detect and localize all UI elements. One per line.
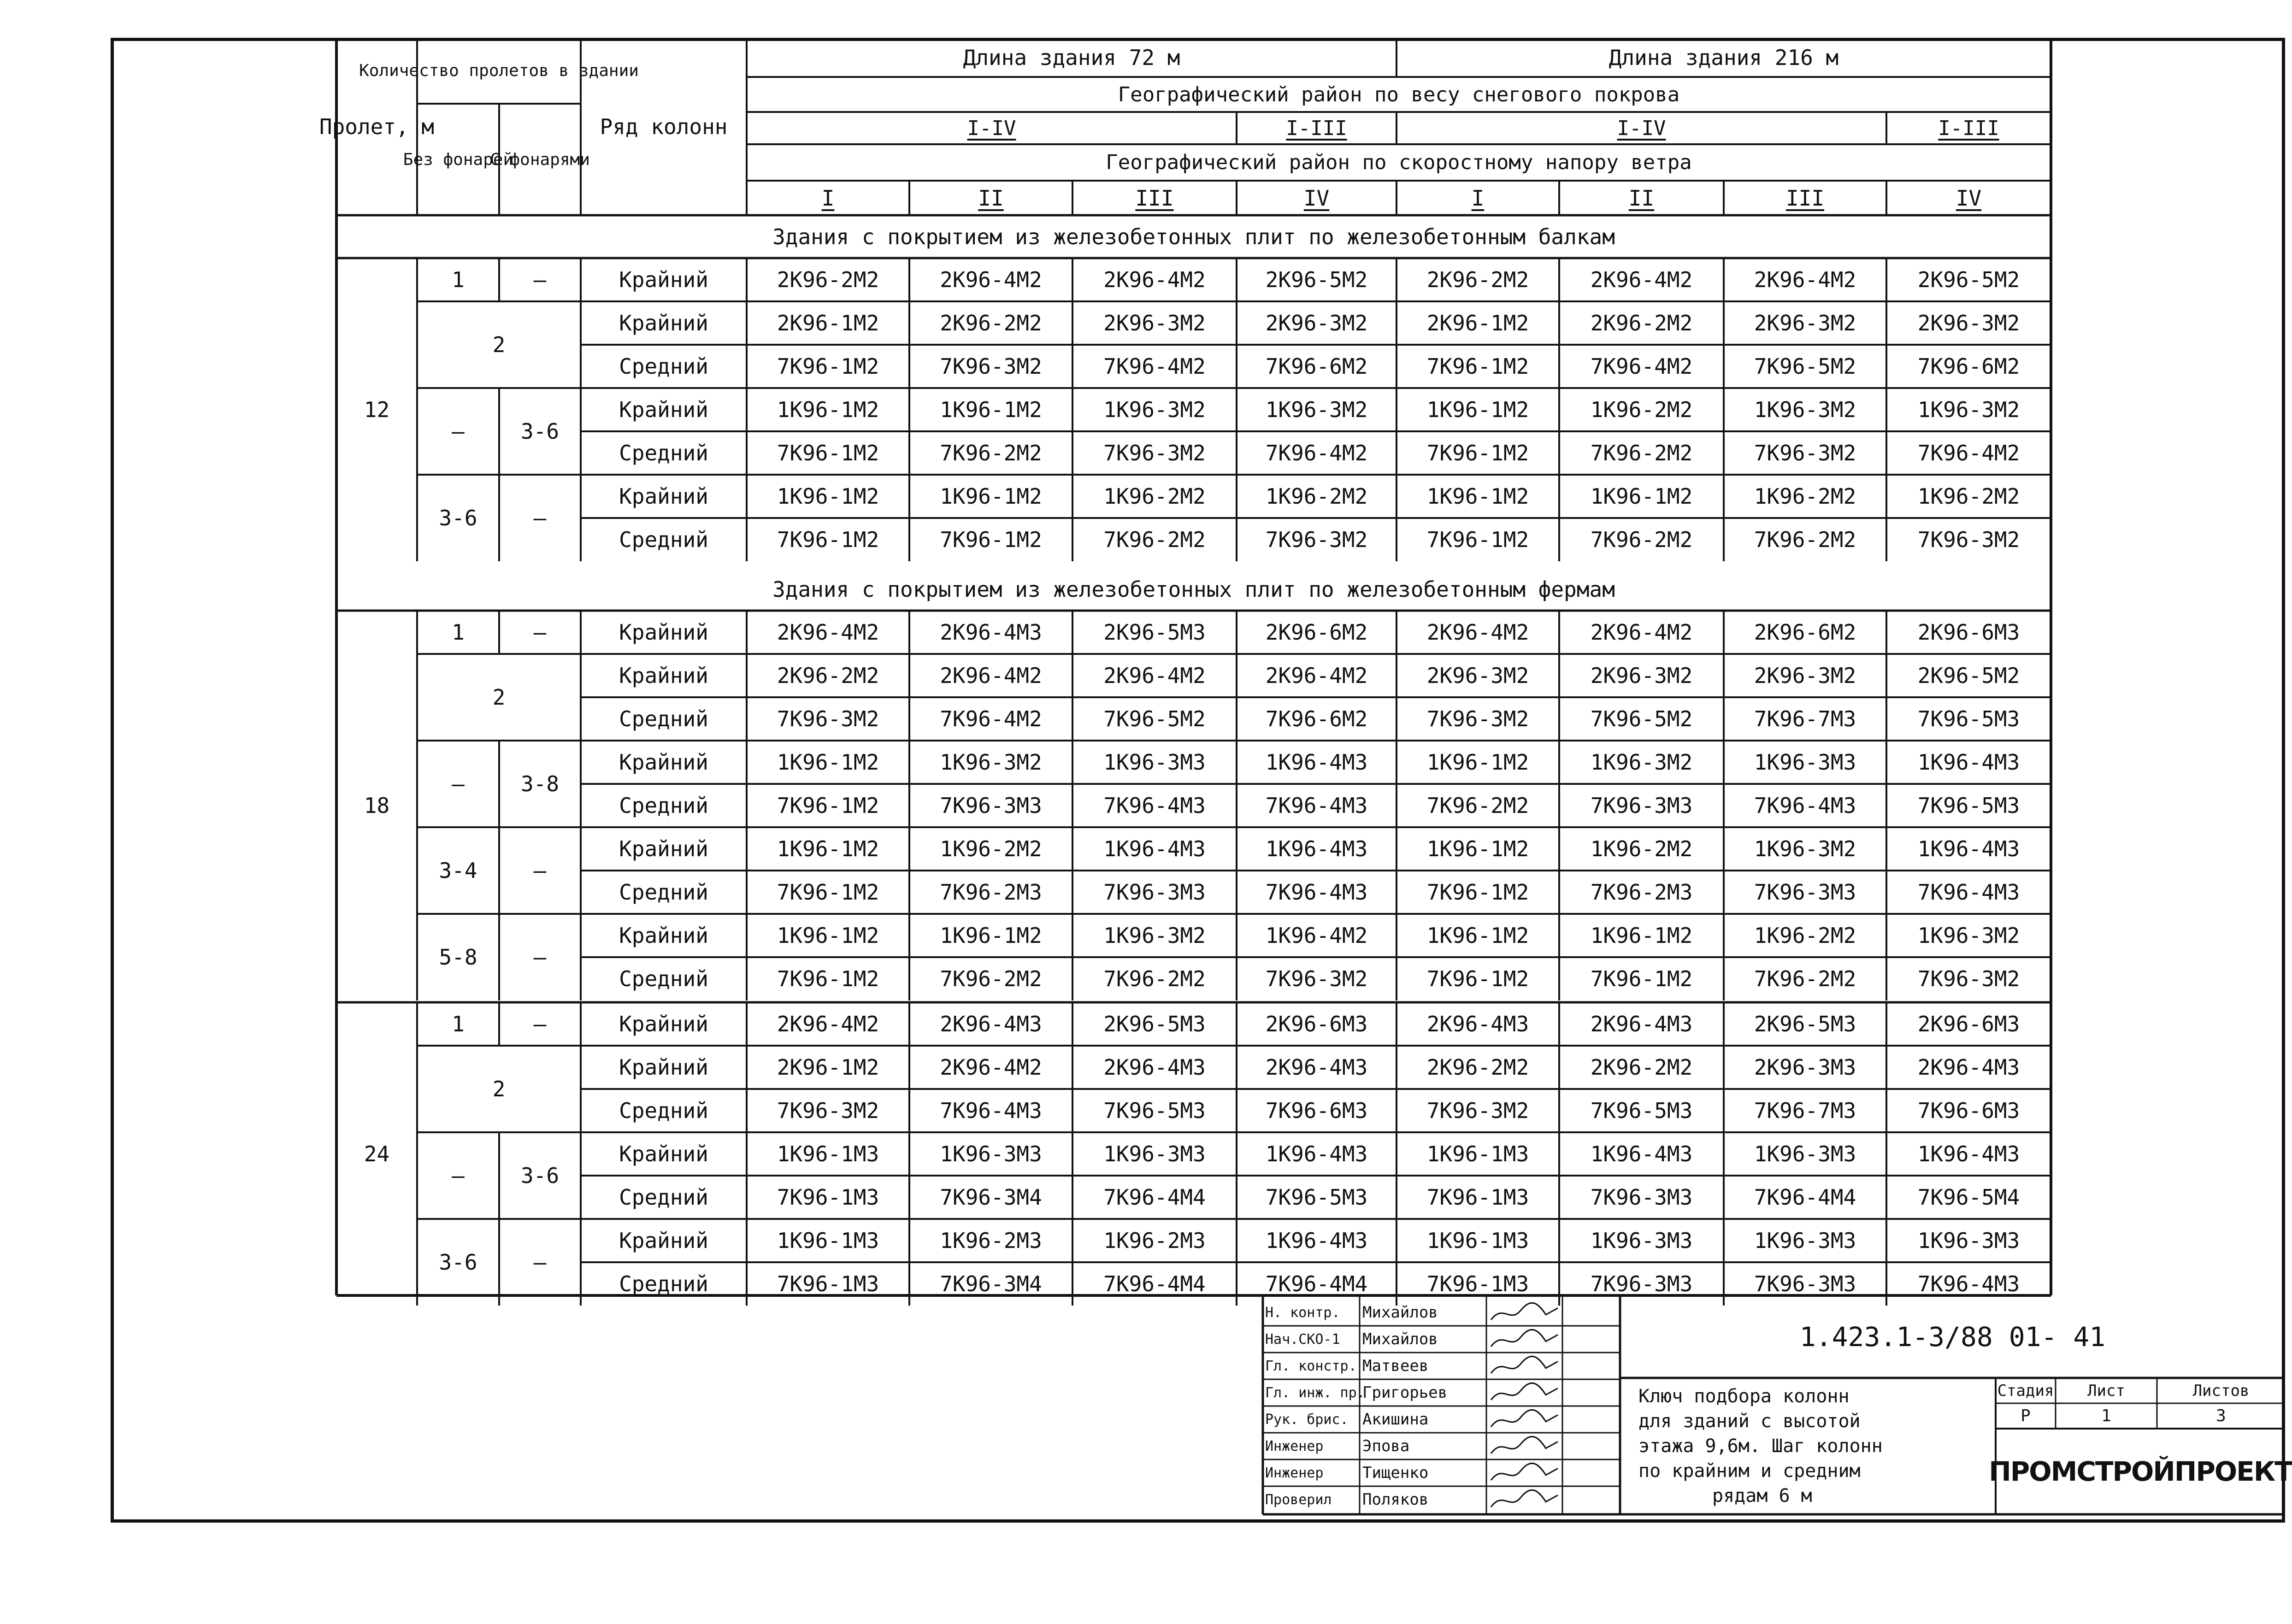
stamp-name: Михайлов bbox=[1362, 1303, 1438, 1322]
column-mark-cell: 2К96-4М3 bbox=[1917, 1055, 2020, 1080]
snow-region-i-iv: I-IV bbox=[967, 116, 1016, 140]
column-mark-cell: 2К96-5М2 bbox=[1917, 267, 2020, 292]
row-type-label: Средний bbox=[619, 1098, 708, 1123]
row-type-label: Крайний bbox=[619, 1228, 708, 1253]
with-lanterns-value: 3-6 bbox=[520, 1163, 560, 1188]
column-mark-cell: 2К96-2М2 bbox=[1590, 311, 1693, 335]
column-mark-cell: 7К96-3М2 bbox=[1917, 966, 2020, 991]
section-title: Здания с покрытием из железобетонных плит по железобетонным балкам bbox=[772, 224, 1615, 249]
column-mark-cell: 1К96-4М3 bbox=[1265, 836, 1368, 861]
column-mark-cell: 1К96-3М3 bbox=[1754, 1142, 1856, 1166]
column-mark-cell: 2К96-2М2 bbox=[777, 663, 879, 688]
wind-region-col: II bbox=[978, 185, 1004, 211]
row-type-label: Средний bbox=[619, 793, 708, 818]
column-mark-cell: 7К96-2М2 bbox=[940, 966, 1042, 991]
column-mark-cell: 2К96-1М2 bbox=[777, 311, 879, 335]
span-count-value: 2 bbox=[492, 332, 506, 357]
column-mark-cell: 1К96-3М2 bbox=[1265, 397, 1368, 422]
snow-region-i-iii: I-III bbox=[1286, 116, 1347, 140]
signature-icon bbox=[1489, 1462, 1560, 1484]
no-lanterns-value: 5-8 bbox=[439, 945, 477, 970]
column-mark-cell: 7К96-6М2 bbox=[1265, 706, 1368, 731]
column-mark-cell: 1К96-1М2 bbox=[777, 923, 879, 948]
snow-region-header: Географический район по весу снегового покрова bbox=[1118, 82, 1680, 106]
sheets-label: Листов bbox=[2192, 1381, 2250, 1400]
column-mark-cell: 1К96-3М3 bbox=[1754, 750, 1856, 775]
column-mark-cell: 7К96-4М4 bbox=[1103, 1185, 1206, 1210]
column-mark-cell: 1К96-4М2 bbox=[1265, 923, 1368, 948]
column-mark-cell: 1К96-4М3 bbox=[1917, 836, 2020, 861]
row-type-label: Крайний bbox=[619, 311, 708, 335]
column-mark-cell: 1К96-1М3 bbox=[777, 1228, 879, 1253]
column-row-header: Ряд колонн bbox=[600, 114, 728, 139]
row-type-label: Средний bbox=[619, 966, 708, 991]
column-mark-cell: 1К96-4М3 bbox=[1265, 1228, 1368, 1253]
row-type-label: Крайний bbox=[619, 923, 708, 948]
wind-region-col: II bbox=[1628, 185, 1655, 211]
column-mark-cell: 7К96-3М4 bbox=[940, 1271, 1042, 1296]
with-lanterns-value: 3-8 bbox=[520, 771, 560, 796]
row-type-label: Крайний bbox=[619, 1055, 708, 1080]
column-mark-cell: 7К96-1М2 bbox=[1426, 354, 1529, 379]
drawing-title-line: для зданий с высотой bbox=[1638, 1411, 1861, 1432]
column-mark-cell: 7К96-2М2 bbox=[1426, 793, 1529, 818]
column-mark-cell: 1К96-2М2 bbox=[1754, 923, 1856, 948]
column-mark-cell: 1К96-1М2 bbox=[940, 484, 1042, 509]
span-value: 12 bbox=[364, 397, 390, 422]
span-count-value: 2 bbox=[492, 1077, 506, 1101]
column-mark-cell: 7К96-2М3 bbox=[1590, 880, 1693, 905]
stamp-name: Матвеев bbox=[1362, 1357, 1429, 1375]
column-mark-cell: 1К96-1М2 bbox=[777, 484, 879, 509]
column-mark-cell: 1К96-4М3 bbox=[1917, 750, 2020, 775]
column-mark-cell: 7К96-5М4 bbox=[1917, 1185, 2020, 1210]
column-mark-cell: 1К96-3М3 bbox=[1590, 1228, 1693, 1253]
column-mark-cell: 1К96-1М2 bbox=[1590, 923, 1693, 948]
snow-region-i-iv: I-IV bbox=[1617, 116, 1666, 140]
column-mark-cell: 7К96-6М2 bbox=[1917, 354, 2020, 379]
stage-label: Стадия bbox=[1997, 1381, 2054, 1400]
no-lanterns-value: — bbox=[452, 1163, 465, 1188]
stage-value: Р bbox=[2021, 1406, 2031, 1425]
column-mark-cell: 7К96-4М2 bbox=[1103, 354, 1206, 379]
row-type-label: Средний bbox=[619, 1271, 708, 1296]
column-mark-cell: 7К96-4М3 bbox=[1265, 793, 1368, 818]
signature-icon bbox=[1489, 1328, 1560, 1350]
stamp-name: Михайлов bbox=[1362, 1330, 1438, 1348]
column-mark-cell: 2К96-4М2 bbox=[1103, 663, 1206, 688]
column-mark-cell: 7К96-1М3 bbox=[777, 1185, 879, 1210]
column-mark-cell: 7К96-5М2 bbox=[1590, 706, 1693, 731]
column-mark-cell: 1К96-1М3 bbox=[1426, 1228, 1529, 1253]
with-lanterns-value: — bbox=[533, 945, 547, 970]
span-column-header: Пролет, м bbox=[319, 114, 435, 139]
column-mark-cell: 1К96-1М2 bbox=[940, 397, 1042, 422]
no-lanterns-value: 3-4 bbox=[439, 858, 477, 883]
column-mark-cell: 7К96-2М2 bbox=[1754, 966, 1856, 991]
column-mark-cell: 2К96-5М3 bbox=[1103, 1012, 1206, 1036]
column-mark-cell: 2К96-4М2 bbox=[1265, 663, 1368, 688]
wind-region-header: Географический район по скоростному напору ветра bbox=[1106, 151, 1692, 174]
column-mark-cell: 1К96-1М2 bbox=[1426, 923, 1529, 948]
row-type-label: Крайний bbox=[619, 484, 708, 509]
with-lanterns-value: — bbox=[533, 1250, 547, 1275]
column-mark-cell: 7К96-1М2 bbox=[1590, 966, 1693, 991]
column-mark-cell: 1К96-3М2 bbox=[1103, 923, 1206, 948]
wind-region-col: III bbox=[1135, 185, 1174, 211]
column-mark-cell: 7К96-4М3 bbox=[1265, 880, 1368, 905]
stamp-role: Проверил bbox=[1265, 1491, 1332, 1508]
with-lanterns-value: — bbox=[533, 858, 547, 883]
section-title: Здания с покрытием из железобетонных плит по железобетонным фермам bbox=[772, 577, 1615, 602]
column-mark-cell: 2К96-4М2 bbox=[1590, 620, 1693, 645]
column-mark-cell: 7К96-1М2 bbox=[777, 354, 879, 379]
column-mark-cell: 7К96-4М3 bbox=[1917, 880, 2020, 905]
column-mark-cell: 7К96-3М2 bbox=[940, 354, 1042, 379]
column-mark-cell: 2К96-3М2 bbox=[1590, 663, 1693, 688]
span-count-header: Количество пролетов в здании bbox=[359, 61, 639, 80]
column-mark-cell: 1К96-1М2 bbox=[777, 836, 879, 861]
column-mark-cell: 2К96-3М2 bbox=[1265, 311, 1368, 335]
column-mark-cell: 1К96-3М2 bbox=[940, 750, 1042, 775]
column-mark-cell: 2К96-3М3 bbox=[1754, 1055, 1856, 1080]
drawing-title-line: по крайним и средним bbox=[1638, 1460, 1861, 1482]
column-mark-cell: 7К96-3М2 bbox=[1265, 527, 1368, 552]
column-mark-cell: 1К96-1М2 bbox=[777, 750, 879, 775]
column-mark-cell: 1К96-3М2 bbox=[1590, 750, 1693, 775]
wind-region-col: I bbox=[1471, 185, 1485, 211]
span-count-value: 2 bbox=[492, 685, 506, 710]
column-mark-cell: 7К96-2М2 bbox=[940, 441, 1042, 465]
row-type-label: Крайний bbox=[619, 620, 708, 645]
column-mark-cell: 7К96-3М2 bbox=[777, 706, 879, 731]
signature-icon bbox=[1489, 1382, 1560, 1404]
row-type-label: Крайний bbox=[619, 663, 708, 688]
column-mark-cell: 1К96-1М2 bbox=[1590, 484, 1693, 509]
column-mark-cell: 1К96-2М2 bbox=[1590, 397, 1693, 422]
column-mark-cell: 7К96-7М3 bbox=[1754, 1098, 1856, 1123]
drawing-title-line: этажа 9,6м. Шаг колонн bbox=[1638, 1436, 1883, 1457]
column-mark-cell: 7К96-3М2 bbox=[1265, 966, 1368, 991]
column-mark-cell: 7К96-1М2 bbox=[777, 880, 879, 905]
drawing-title bbox=[1638, 1384, 1986, 1513]
column-mark-cell: 7К96-3М2 bbox=[1426, 706, 1529, 731]
column-mark-cell: 1К96-2М3 bbox=[940, 1228, 1042, 1253]
column-mark-cell: 7К96-3М4 bbox=[940, 1185, 1042, 1210]
column-mark-cell: 2К96-3М2 bbox=[1754, 311, 1856, 335]
column-mark-cell: 2К96-4М3 bbox=[940, 620, 1042, 645]
document-code: 1.423.1-3/88 01- 41 bbox=[1799, 1321, 2106, 1353]
column-mark-cell: 7К96-2М3 bbox=[940, 880, 1042, 905]
column-mark-cell: 7К96-1М2 bbox=[777, 441, 879, 465]
no-lanterns-value: — bbox=[452, 771, 465, 796]
column-mark-cell: 7К96-1М2 bbox=[1426, 880, 1529, 905]
column-mark-cell: 7К96-5М3 bbox=[1917, 793, 2020, 818]
column-mark-cell: 7К96-1М3 bbox=[1426, 1271, 1529, 1296]
no-lanterns-value: 3-6 bbox=[439, 506, 477, 530]
column-mark-cell: 7К96-3М2 bbox=[1917, 527, 2020, 552]
column-mark-cell: 1К96-3М2 bbox=[1103, 397, 1206, 422]
column-mark-cell: 2К96-4М2 bbox=[1426, 620, 1529, 645]
column-mark-cell: 7К96-1М2 bbox=[777, 966, 879, 991]
column-mark-cell: 2К96-4М2 bbox=[1590, 267, 1693, 292]
column-mark-cell: 7К96-3М3 bbox=[940, 793, 1042, 818]
column-mark-cell: 1К96-1М2 bbox=[1426, 750, 1529, 775]
stamp-role: Н. контр. bbox=[1265, 1304, 1340, 1321]
stamp-name: Акишина bbox=[1362, 1410, 1429, 1429]
column-mark-cell: 1К96-4М3 bbox=[1265, 1142, 1368, 1166]
with-lanterns-value: 3-6 bbox=[520, 419, 560, 444]
no-lanterns-header: Без фонарей bbox=[403, 150, 513, 169]
column-mark-cell: 7К96-2М2 bbox=[1590, 441, 1693, 465]
column-mark-cell: 7К96-2М2 bbox=[1103, 966, 1206, 991]
column-mark-cell: 7К96-1М2 bbox=[1426, 527, 1529, 552]
wind-region-col: I bbox=[821, 185, 835, 211]
stamp-name: Эпова bbox=[1362, 1437, 1410, 1455]
column-mark-cell: 7К96-6М3 bbox=[1265, 1098, 1368, 1123]
row-type-label: Средний bbox=[619, 527, 708, 552]
column-mark-cell: 1К96-3М2 bbox=[1917, 923, 2020, 948]
column-mark-cell: 7К96-3М2 bbox=[1426, 1098, 1529, 1123]
column-mark-cell: 1К96-3М3 bbox=[1754, 1228, 1856, 1253]
column-mark-cell: 2К96-6М2 bbox=[1754, 620, 1856, 645]
column-mark-cell: 2К96-5М3 bbox=[1754, 1012, 1856, 1036]
row-type-label: Крайний bbox=[619, 1142, 708, 1166]
wind-region-col: IV bbox=[1956, 185, 1982, 211]
sheet-label: Лист bbox=[2087, 1381, 2125, 1400]
column-mark-cell: 7К96-4М3 bbox=[1917, 1271, 2020, 1296]
column-mark-cell: 1К96-3М2 bbox=[1754, 397, 1856, 422]
column-mark-cell: 1К96-3М3 bbox=[1103, 750, 1206, 775]
building-length-216-header: Длина здания 216 м bbox=[1609, 45, 1839, 70]
column-mark-cell: 7К96-3М2 bbox=[1754, 441, 1856, 465]
column-mark-cell: 7К96-3М2 bbox=[777, 1098, 879, 1123]
column-mark-cell: 7К96-1М2 bbox=[777, 527, 879, 552]
column-mark-cell: 7К96-4М2 bbox=[1265, 441, 1368, 465]
stamp-name: Григорьев bbox=[1362, 1383, 1448, 1402]
column-mark-cell: 1К96-3М3 bbox=[1917, 1228, 2020, 1253]
column-mark-cell: 7К96-5М2 bbox=[1103, 706, 1206, 731]
row-type-label: Крайний bbox=[619, 397, 708, 422]
column-mark-cell: 2К96-4М3 bbox=[1265, 1055, 1368, 1080]
column-mark-cell: 2К96-5М3 bbox=[1103, 620, 1206, 645]
column-mark-cell: 7К96-4М4 bbox=[1103, 1271, 1206, 1296]
column-mark-cell: 2К96-3М2 bbox=[1103, 311, 1206, 335]
column-mark-cell: 7К96-4М4 bbox=[1754, 1185, 1856, 1210]
stamp-name: Тищенко bbox=[1362, 1464, 1429, 1482]
column-mark-cell: 7К96-3М3 bbox=[1754, 880, 1856, 905]
signature-icon bbox=[1489, 1408, 1560, 1430]
row-type-label: Крайний bbox=[619, 750, 708, 775]
column-mark-cell: 7К96-1М3 bbox=[1426, 1185, 1529, 1210]
column-mark-cell: 2К96-5М2 bbox=[1265, 267, 1368, 292]
building-length-72-header: Длина здания 72 м bbox=[963, 45, 1180, 70]
stamp-role: Нач.СКО-1 bbox=[1265, 1331, 1340, 1347]
row-type-label: Средний bbox=[619, 354, 708, 379]
column-mark-cell: 1К96-4М3 bbox=[1917, 1142, 2020, 1166]
stamp-role: Инженер bbox=[1265, 1465, 1324, 1481]
column-mark-cell: 1К96-1М2 bbox=[940, 923, 1042, 948]
column-mark-cell: 2К96-4М2 bbox=[777, 620, 879, 645]
stamp-role: Гл. инж. пр. bbox=[1265, 1384, 1365, 1401]
column-mark-cell: 1К96-4М3 bbox=[1590, 1142, 1693, 1166]
column-mark-cell: 7К96-7М3 bbox=[1754, 706, 1856, 731]
column-mark-cell: 7К96-4М2 bbox=[1590, 354, 1693, 379]
column-mark-cell: 2К96-2М2 bbox=[777, 267, 879, 292]
column-mark-cell: 7К96-5М2 bbox=[1754, 354, 1856, 379]
column-mark-cell: 7К96-4М4 bbox=[1265, 1271, 1368, 1296]
column-mark-cell: 7К96-5М3 bbox=[1590, 1098, 1693, 1123]
column-mark-cell: 2К96-4М3 bbox=[1590, 1012, 1693, 1036]
column-mark-cell: 7К96-1М2 bbox=[777, 793, 879, 818]
column-mark-cell: 1К96-2М3 bbox=[1103, 1228, 1206, 1253]
column-mark-cell: 2К96-5М2 bbox=[1917, 663, 2020, 688]
wind-region-col: IV bbox=[1303, 185, 1330, 211]
column-mark-cell: 2К96-4М3 bbox=[940, 1012, 1042, 1036]
column-mark-cell: 2К96-4М2 bbox=[777, 1012, 879, 1036]
row-type-label: Крайний bbox=[619, 836, 708, 861]
organization-logo: ПРОМСТРОЙПРОЕКТ bbox=[1989, 1456, 2292, 1487]
column-mark-cell: 1К96-2М2 bbox=[1103, 484, 1206, 509]
column-mark-cell: 7К96-2М2 bbox=[1754, 527, 1856, 552]
column-mark-cell: 2К96-4М2 bbox=[940, 1055, 1042, 1080]
column-mark-cell: 2К96-3М2 bbox=[1426, 663, 1529, 688]
column-mark-cell: 1К96-1М2 bbox=[1426, 836, 1529, 861]
with-lanterns-value: — bbox=[533, 620, 547, 645]
column-mark-cell: 7К96-3М3 bbox=[1103, 880, 1206, 905]
column-mark-cell: 2К96-1М2 bbox=[1426, 311, 1529, 335]
row-type-label: Крайний bbox=[619, 267, 708, 292]
row-type-label: Средний bbox=[619, 706, 708, 731]
no-lanterns-value: — bbox=[452, 419, 465, 444]
sheets-value: 3 bbox=[2216, 1406, 2226, 1425]
drawing-title-line: рядам 6 м bbox=[1712, 1485, 1812, 1506]
column-mark-cell: 7К96-3М2 bbox=[1103, 441, 1206, 465]
column-mark-cell: 7К96-6М2 bbox=[1265, 354, 1368, 379]
column-mark-cell: 1К96-1М2 bbox=[777, 397, 879, 422]
drawing-title-line: Ключ подбора колонн bbox=[1638, 1386, 1850, 1407]
no-lanterns-value: 1 bbox=[452, 620, 465, 645]
no-lanterns-value: 1 bbox=[452, 1012, 465, 1036]
column-mark-cell: 2К96-3М2 bbox=[1917, 311, 2020, 335]
column-mark-cell: 1К96-2М2 bbox=[1917, 484, 2020, 509]
stamp-role: Рук. брис. bbox=[1265, 1411, 1349, 1428]
column-mark-cell: 2К96-4М2 bbox=[940, 663, 1042, 688]
column-mark-cell: 7К96-3М3 bbox=[1590, 793, 1693, 818]
stamp-role: Гл. констр. bbox=[1265, 1358, 1357, 1374]
signature-icon bbox=[1489, 1489, 1560, 1511]
column-mark-cell: 7К96-2М2 bbox=[1103, 527, 1206, 552]
span-value: 24 bbox=[364, 1142, 390, 1166]
column-mark-cell: 1К96-1М2 bbox=[1426, 484, 1529, 509]
with-lanterns-value: — bbox=[533, 267, 547, 292]
stamp-role: Инженер bbox=[1265, 1438, 1324, 1454]
column-mark-cell: 2К96-2М2 bbox=[1426, 1055, 1529, 1080]
column-mark-cell: 1К96-1М3 bbox=[1426, 1142, 1529, 1166]
column-mark-cell: 2К96-6М3 bbox=[1917, 620, 2020, 645]
column-mark-cell: 7К96-6М3 bbox=[1917, 1098, 2020, 1123]
column-mark-cell: 2К96-2М2 bbox=[1426, 267, 1529, 292]
column-mark-cell: 7К96-1М2 bbox=[940, 527, 1042, 552]
column-mark-cell: 2К96-3М2 bbox=[1754, 663, 1856, 688]
column-mark-cell: 7К96-4М2 bbox=[940, 706, 1042, 731]
row-type-label: Крайний bbox=[619, 1012, 708, 1036]
column-mark-cell: 2К96-2М2 bbox=[1590, 1055, 1693, 1080]
column-mark-cell: 7К96-3М3 bbox=[1590, 1185, 1693, 1210]
signature-icon bbox=[1489, 1301, 1560, 1324]
column-mark-cell: 7К96-5М3 bbox=[1265, 1185, 1368, 1210]
column-mark-cell: 7К96-5М3 bbox=[1103, 1098, 1206, 1123]
column-mark-cell: 1К96-1М3 bbox=[777, 1142, 879, 1166]
column-mark-cell: 7К96-4М3 bbox=[1754, 793, 1856, 818]
row-type-label: Средний bbox=[619, 1185, 708, 1210]
column-mark-cell: 7К96-4М3 bbox=[1103, 793, 1206, 818]
stamp-name: Поляков bbox=[1362, 1490, 1429, 1509]
column-mark-cell: 2К96-6М3 bbox=[1265, 1012, 1368, 1036]
column-mark-cell: 2К96-1М2 bbox=[777, 1055, 879, 1080]
column-mark-cell: 7К96-2М2 bbox=[1590, 527, 1693, 552]
column-mark-cell: 2К96-4М3 bbox=[1103, 1055, 1206, 1080]
no-lanterns-value: 1 bbox=[452, 267, 465, 292]
with-lanterns-value: — bbox=[533, 1012, 547, 1036]
column-mark-cell: 7К96-1М3 bbox=[777, 1271, 879, 1296]
column-mark-cell: 2К96-2М2 bbox=[940, 311, 1042, 335]
no-lanterns-value: 3-6 bbox=[439, 1250, 477, 1275]
column-mark-cell: 7К96-4М3 bbox=[940, 1098, 1042, 1123]
with-lanterns-value: — bbox=[533, 506, 547, 530]
column-mark-cell: 7К96-1М2 bbox=[1426, 966, 1529, 991]
column-mark-cell: 1К96-3М3 bbox=[1103, 1142, 1206, 1166]
row-type-label: Средний bbox=[619, 441, 708, 465]
column-mark-cell: 7К96-3М3 bbox=[1590, 1271, 1693, 1296]
column-mark-cell: 2К96-6М3 bbox=[1917, 1012, 2020, 1036]
column-mark-cell: 1К96-3М2 bbox=[1917, 397, 2020, 422]
column-mark-cell: 7К96-4М2 bbox=[1917, 441, 2020, 465]
row-type-label: Средний bbox=[619, 880, 708, 905]
column-mark-cell: 1К96-1М2 bbox=[1426, 397, 1529, 422]
signature-icon bbox=[1489, 1355, 1560, 1377]
column-mark-cell: 1К96-2М2 bbox=[1754, 484, 1856, 509]
column-mark-cell: 7К96-3М3 bbox=[1754, 1271, 1856, 1296]
column-mark-cell: 1К96-4М3 bbox=[1265, 750, 1368, 775]
span-value: 18 bbox=[364, 793, 390, 818]
signature-icon bbox=[1489, 1435, 1560, 1457]
column-mark-cell: 1К96-2М2 bbox=[940, 836, 1042, 861]
column-mark-cell: 2К96-4М3 bbox=[1426, 1012, 1529, 1036]
column-mark-cell: 7К96-5М3 bbox=[1917, 706, 2020, 731]
column-mark-cell: 1К96-2М2 bbox=[1265, 484, 1368, 509]
column-mark-cell: 1К96-3М2 bbox=[1754, 836, 1856, 861]
column-mark-cell: 1К96-4М3 bbox=[1103, 836, 1206, 861]
with-lanterns-header: С фонарями bbox=[490, 150, 590, 169]
sheet-value: 1 bbox=[2101, 1406, 2111, 1425]
column-mark-cell: 1К96-2М2 bbox=[1590, 836, 1693, 861]
column-mark-cell: 1К96-3М3 bbox=[940, 1142, 1042, 1166]
column-mark-cell: 7К96-1М2 bbox=[1426, 441, 1529, 465]
wind-region-col: III bbox=[1785, 185, 1825, 211]
snow-region-i-iii: I-III bbox=[1938, 116, 1999, 140]
column-mark-cell: 2К96-4М2 bbox=[1103, 267, 1206, 292]
column-mark-cell: 2К96-4М2 bbox=[940, 267, 1042, 292]
column-mark-cell: 2К96-6М2 bbox=[1265, 620, 1368, 645]
column-mark-cell: 2К96-4М2 bbox=[1754, 267, 1856, 292]
